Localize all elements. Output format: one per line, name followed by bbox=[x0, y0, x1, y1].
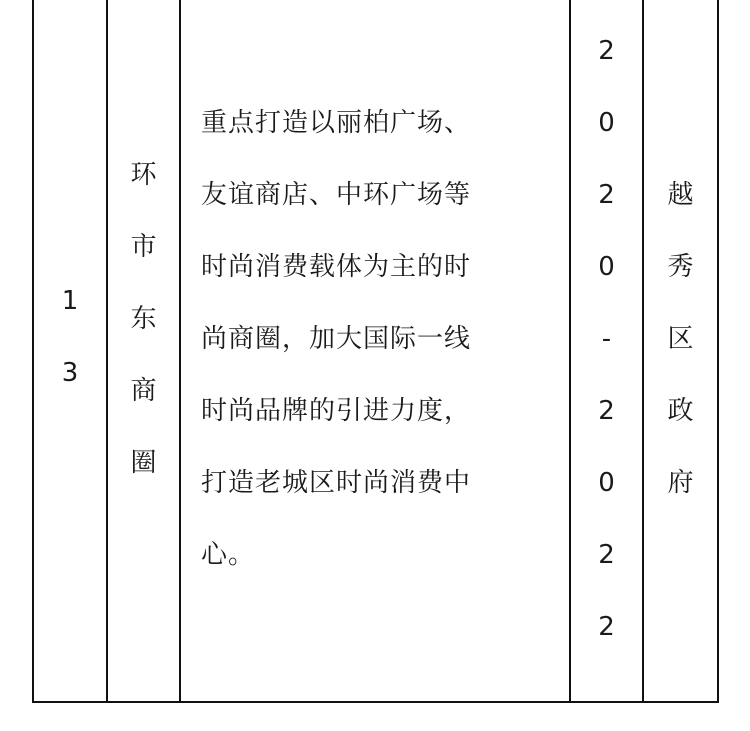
department-char: 区 bbox=[667, 324, 694, 354]
number-char: 1 bbox=[61, 286, 79, 316]
cell-period bbox=[571, 0, 642, 690]
cell-department bbox=[644, 0, 717, 690]
period-char: - bbox=[601, 324, 612, 354]
department-char: 秀 bbox=[667, 252, 694, 282]
name-char: 东 bbox=[130, 304, 157, 334]
period-char: 2 bbox=[598, 36, 615, 66]
name-char: 圈 bbox=[130, 448, 157, 478]
period-char: 0 bbox=[598, 468, 615, 498]
description-line: 时尚品牌的引进力度， bbox=[201, 396, 472, 426]
description-line: 重点打造以丽柏广场、 bbox=[201, 108, 472, 138]
name-char: 环 bbox=[130, 160, 157, 190]
name-char: 市 bbox=[130, 232, 157, 262]
period-char: 0 bbox=[598, 108, 615, 138]
description-line: 友谊商店、中环广场等 bbox=[201, 180, 472, 210]
period-char: 2 bbox=[598, 180, 615, 210]
description-line: 心。 bbox=[201, 540, 256, 570]
number-char: 3 bbox=[61, 358, 79, 388]
description-line: 打造老城区时尚消费中 bbox=[201, 468, 472, 498]
period-char: 2 bbox=[598, 396, 615, 426]
department-char: 府 bbox=[667, 468, 694, 498]
period-char: 2 bbox=[598, 612, 615, 642]
period-char: 2 bbox=[598, 540, 615, 570]
department-char: 越 bbox=[667, 180, 694, 210]
name-char: 商 bbox=[130, 376, 157, 406]
cell-number bbox=[34, 0, 106, 688]
cell-name bbox=[108, 0, 179, 670]
period-char: 0 bbox=[598, 252, 615, 282]
description-line: 尚商圈，加大国际一线 bbox=[201, 324, 472, 354]
cell-description bbox=[181, 0, 569, 690]
department-char: 政 bbox=[667, 396, 694, 426]
column-divider bbox=[717, 0, 719, 702]
description-line: 时尚消费载体为主的时 bbox=[201, 252, 472, 282]
row-divider bbox=[32, 701, 719, 703]
